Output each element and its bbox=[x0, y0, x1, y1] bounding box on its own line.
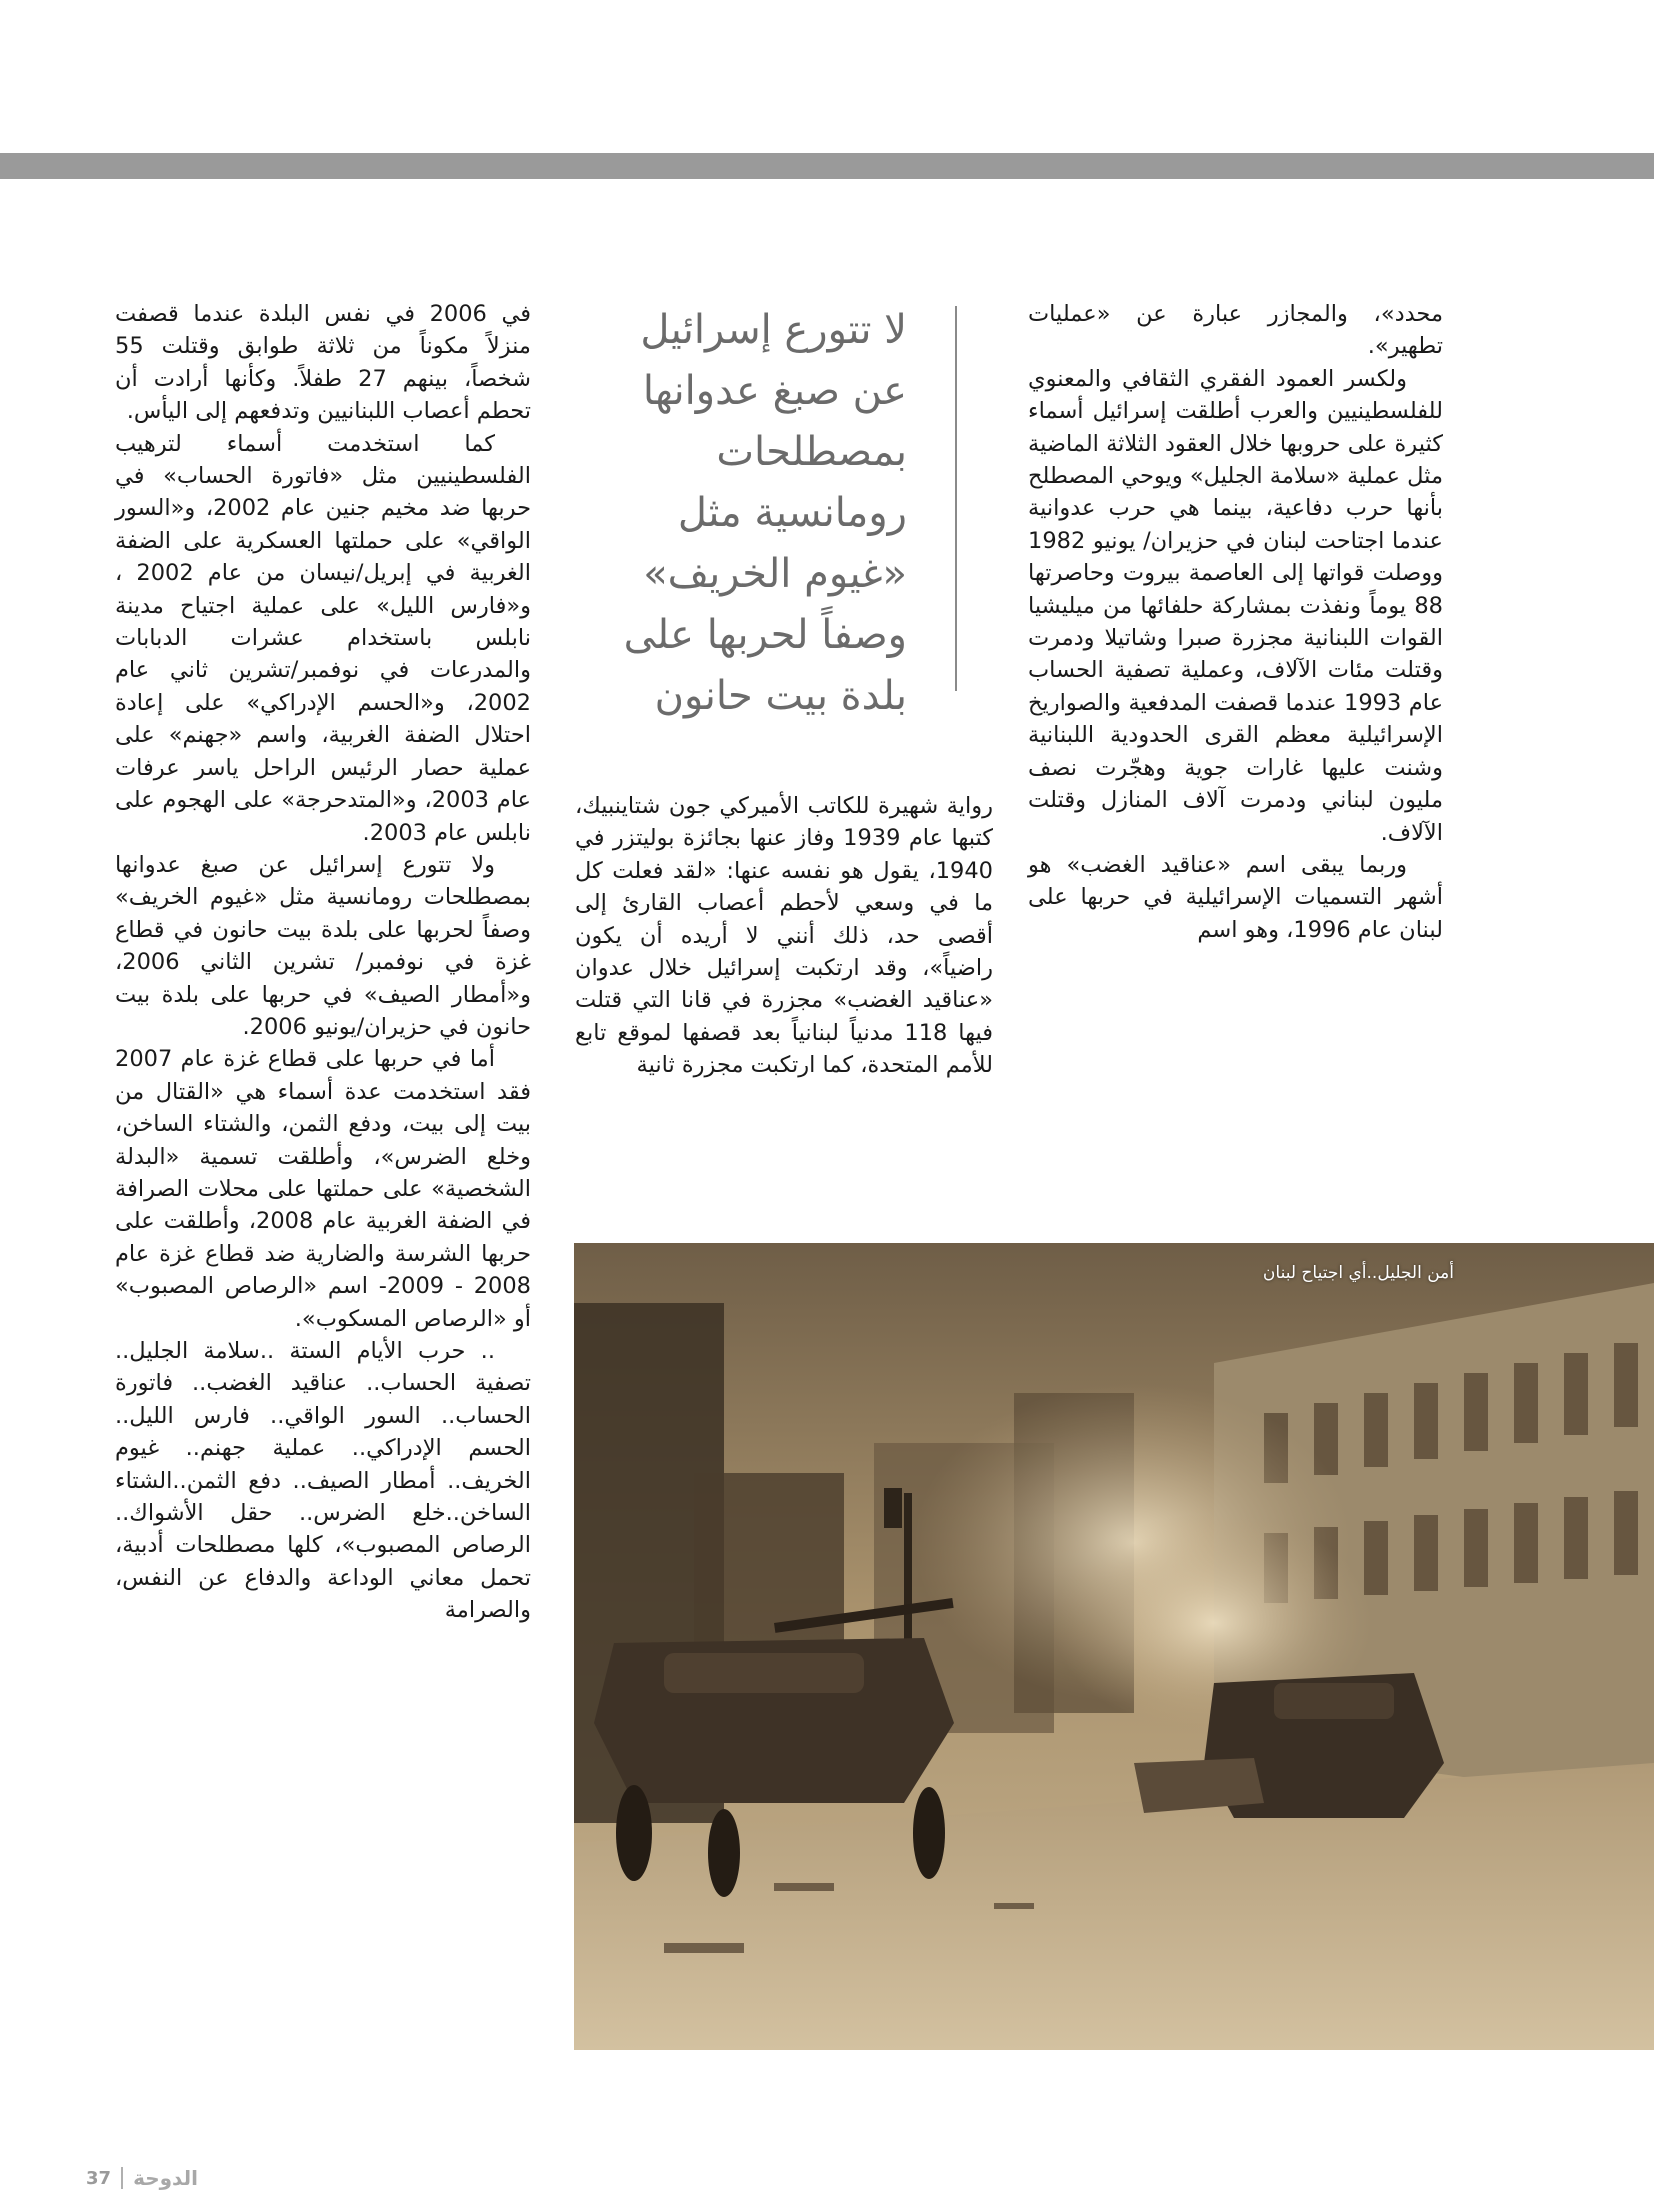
pullquote-line: بمصطلحات bbox=[716, 429, 907, 475]
paragraph: رواية شهيرة للكاتب الأميركي جون شتاينبيك، كتبها عام 1939 وفاز عنها بجائزة بوليتزر في 1940، يقول هو نفسه عنها: «لقد فعلت كل ما في وسعي لأحطم أعصاب القارئ إلى أقصى حد، ذلك أنني لا أريده أن يكون راضياً»، وقد ارتكبت إسرائيل خلال عدوان «عناقيد الغضب» مجزرة في قانا التي قتلت فيها 118 مدنياً لبنانياً بعد قصفها لموقع تابع للأمم المتحدة، كما ارتكبت مجزرة ثانية bbox=[575, 793, 993, 1079]
pullquote-line: رومانسية مثل bbox=[677, 490, 907, 536]
paragraph: أما في حربها على قطاع غزة عام 2007 فقد استخدمت عدة أسماء هي «القتال من بيت إلى بيت، ودفع الثمن، والشتاء الساخن، وخلع الضرس»، وأطلقت تسمية «البدلة الشخصية» على حملتها على محلات الصرافة في الضفة الغربية عام 2008، وأطلقت على حربها الشرسة والضارية ضد قطاع غزة عام 2008 - 2009- اسم «الرصاص المصبوب» أو «الرصاص المسكوب». bbox=[115, 1046, 531, 1332]
pullquote-line: بلدة بيت حانون bbox=[654, 673, 907, 719]
paragraph: محدد»، والمجازر عبارة عن «عمليات تطهير». bbox=[1028, 301, 1443, 360]
war-photo bbox=[574, 1243, 1654, 2050]
article-column-right bbox=[1028, 298, 1443, 946]
page-number: 37 bbox=[86, 2167, 112, 2189]
paragraph: ولكسر العمود الفقري الثقافي والمعنوي للفلسطينيين والعرب أطلقت إسرائيل أسماء كثيرة على حروبها خلال العقود الثلاثة الماضية مثل عملية «سلامة الجليل» ويوحي المصطلح بأنها حرب دفاعية، بينما هي حرب عدوانية عندما اجتاحت لبنان في حزيران/ يونيو 1982 ووصلت قواتها إلى العاصمة بيروت وحاصرتها 88 يوماً ونفذت بمشاركة حلفائها من ميليشيا القوات اللبنانية مجزرة صبرا وشاتيلا ودمرت وقتلت مئات الآلاف، وعملية تصفية الحساب عام 1993 عندما قصفت المدفعية والصواريخ الإسرائيلية معظم القرى الحدودية اللبنانية وشنت عليها غارات جوية وهجّرت نصف مليون لبناني ودمرت آلاف المنازل وقتلت الآلاف. bbox=[1028, 365, 1443, 846]
photo-illustration bbox=[574, 1243, 1654, 2050]
pullquote-line: «غيوم الخريف» bbox=[643, 551, 907, 597]
pullquote-line: عن صبغ عدوانها bbox=[642, 368, 907, 414]
article-column-left bbox=[115, 298, 531, 1627]
photo-caption: أمن الجليل..أي اجتياح لبنان bbox=[1262, 1263, 1454, 1283]
pull-quote bbox=[604, 300, 907, 719]
pullquote-divider bbox=[955, 306, 957, 691]
paragraph: ولا تتورع إسرائيل عن صبغ عدوانها بمصطلحات رومانسية مثل «غيوم الخريف» وصفاً لحربها على بلدة بيت حانون في قطاع غزة في نوفمبر/ تشرين الثاني 2006، و«أمطار الصيف» في حربها على بلدة بيت حانون في حزيران/يونيو 2006. bbox=[115, 851, 531, 1040]
paragraph: في 2006 في نفس البلدة عندما قصفت منزلاً مكوناً من ثلاثة طوابق وقتلت 55 شخصاً، بينهم 27 طفلاً. وكأنها أرادت أن تحطم أعصاب اللبنانيين وتدفعهم إلى اليأس. bbox=[115, 301, 531, 425]
article-column-middle bbox=[575, 790, 993, 1082]
pullquote-line: وصفاً لحربها على bbox=[623, 612, 907, 658]
page-footer bbox=[86, 2163, 198, 2193]
paragraph: كما استخدمت أسماء لترهيب الفلسطينيين مثل «فاتورة الحساب» في حربها ضد مخيم جنين عام 2002، و«السور الواقي» على حملتها العسكرية على الضفة الغربية في إبريل/نيسان من عام 2002 ، و«فارس الليل» على عملية اجتياح مدينة نابلس باستخدام عشرات الدبابات والمدرعات في نوفمبر/تشرين ثاني عام 2002، و«الحسم الإدراكي» على إعادة احتلال الضفة الغربية، واسم «جهنم» على عملية حصار الرئيس الراحل ياسر عرفات عام 2003، و«المتدحرجة» على الهجوم على نابلس عام 2003. bbox=[115, 430, 531, 846]
paragraph: .. حرب الأيام الستة ..سلامة الجليل.. تصفية الحساب.. عناقيد الغضب.. فاتورة الحساب.. السور الواقي.. فارس الليل.. الحسم الإدراكي.. عملية جهنم.. غيوم الخريف.. أمطار الصيف.. دفع الثمن..الشتاء الساخن..خلع الضرس.. حقل الأشواك.. الرصاص المصبوب»، كلها مصطلحات أدبية، تحمل معاني الوداعة والدفاع عن النفس، والصرامة bbox=[115, 1338, 531, 1624]
magazine-logo: الدوحة bbox=[133, 2166, 198, 2190]
pullquote-line: لا تتورع إسرائيل bbox=[640, 307, 907, 353]
top-header-bar bbox=[0, 153, 1654, 179]
paragraph: وربما يبقى اسم «عناقيد الغضب» هو أشهر التسميات الإسرائيلية في حربها على لبنان عام 1996، وهو اسم bbox=[1028, 851, 1443, 943]
footer-divider bbox=[121, 2167, 123, 2189]
